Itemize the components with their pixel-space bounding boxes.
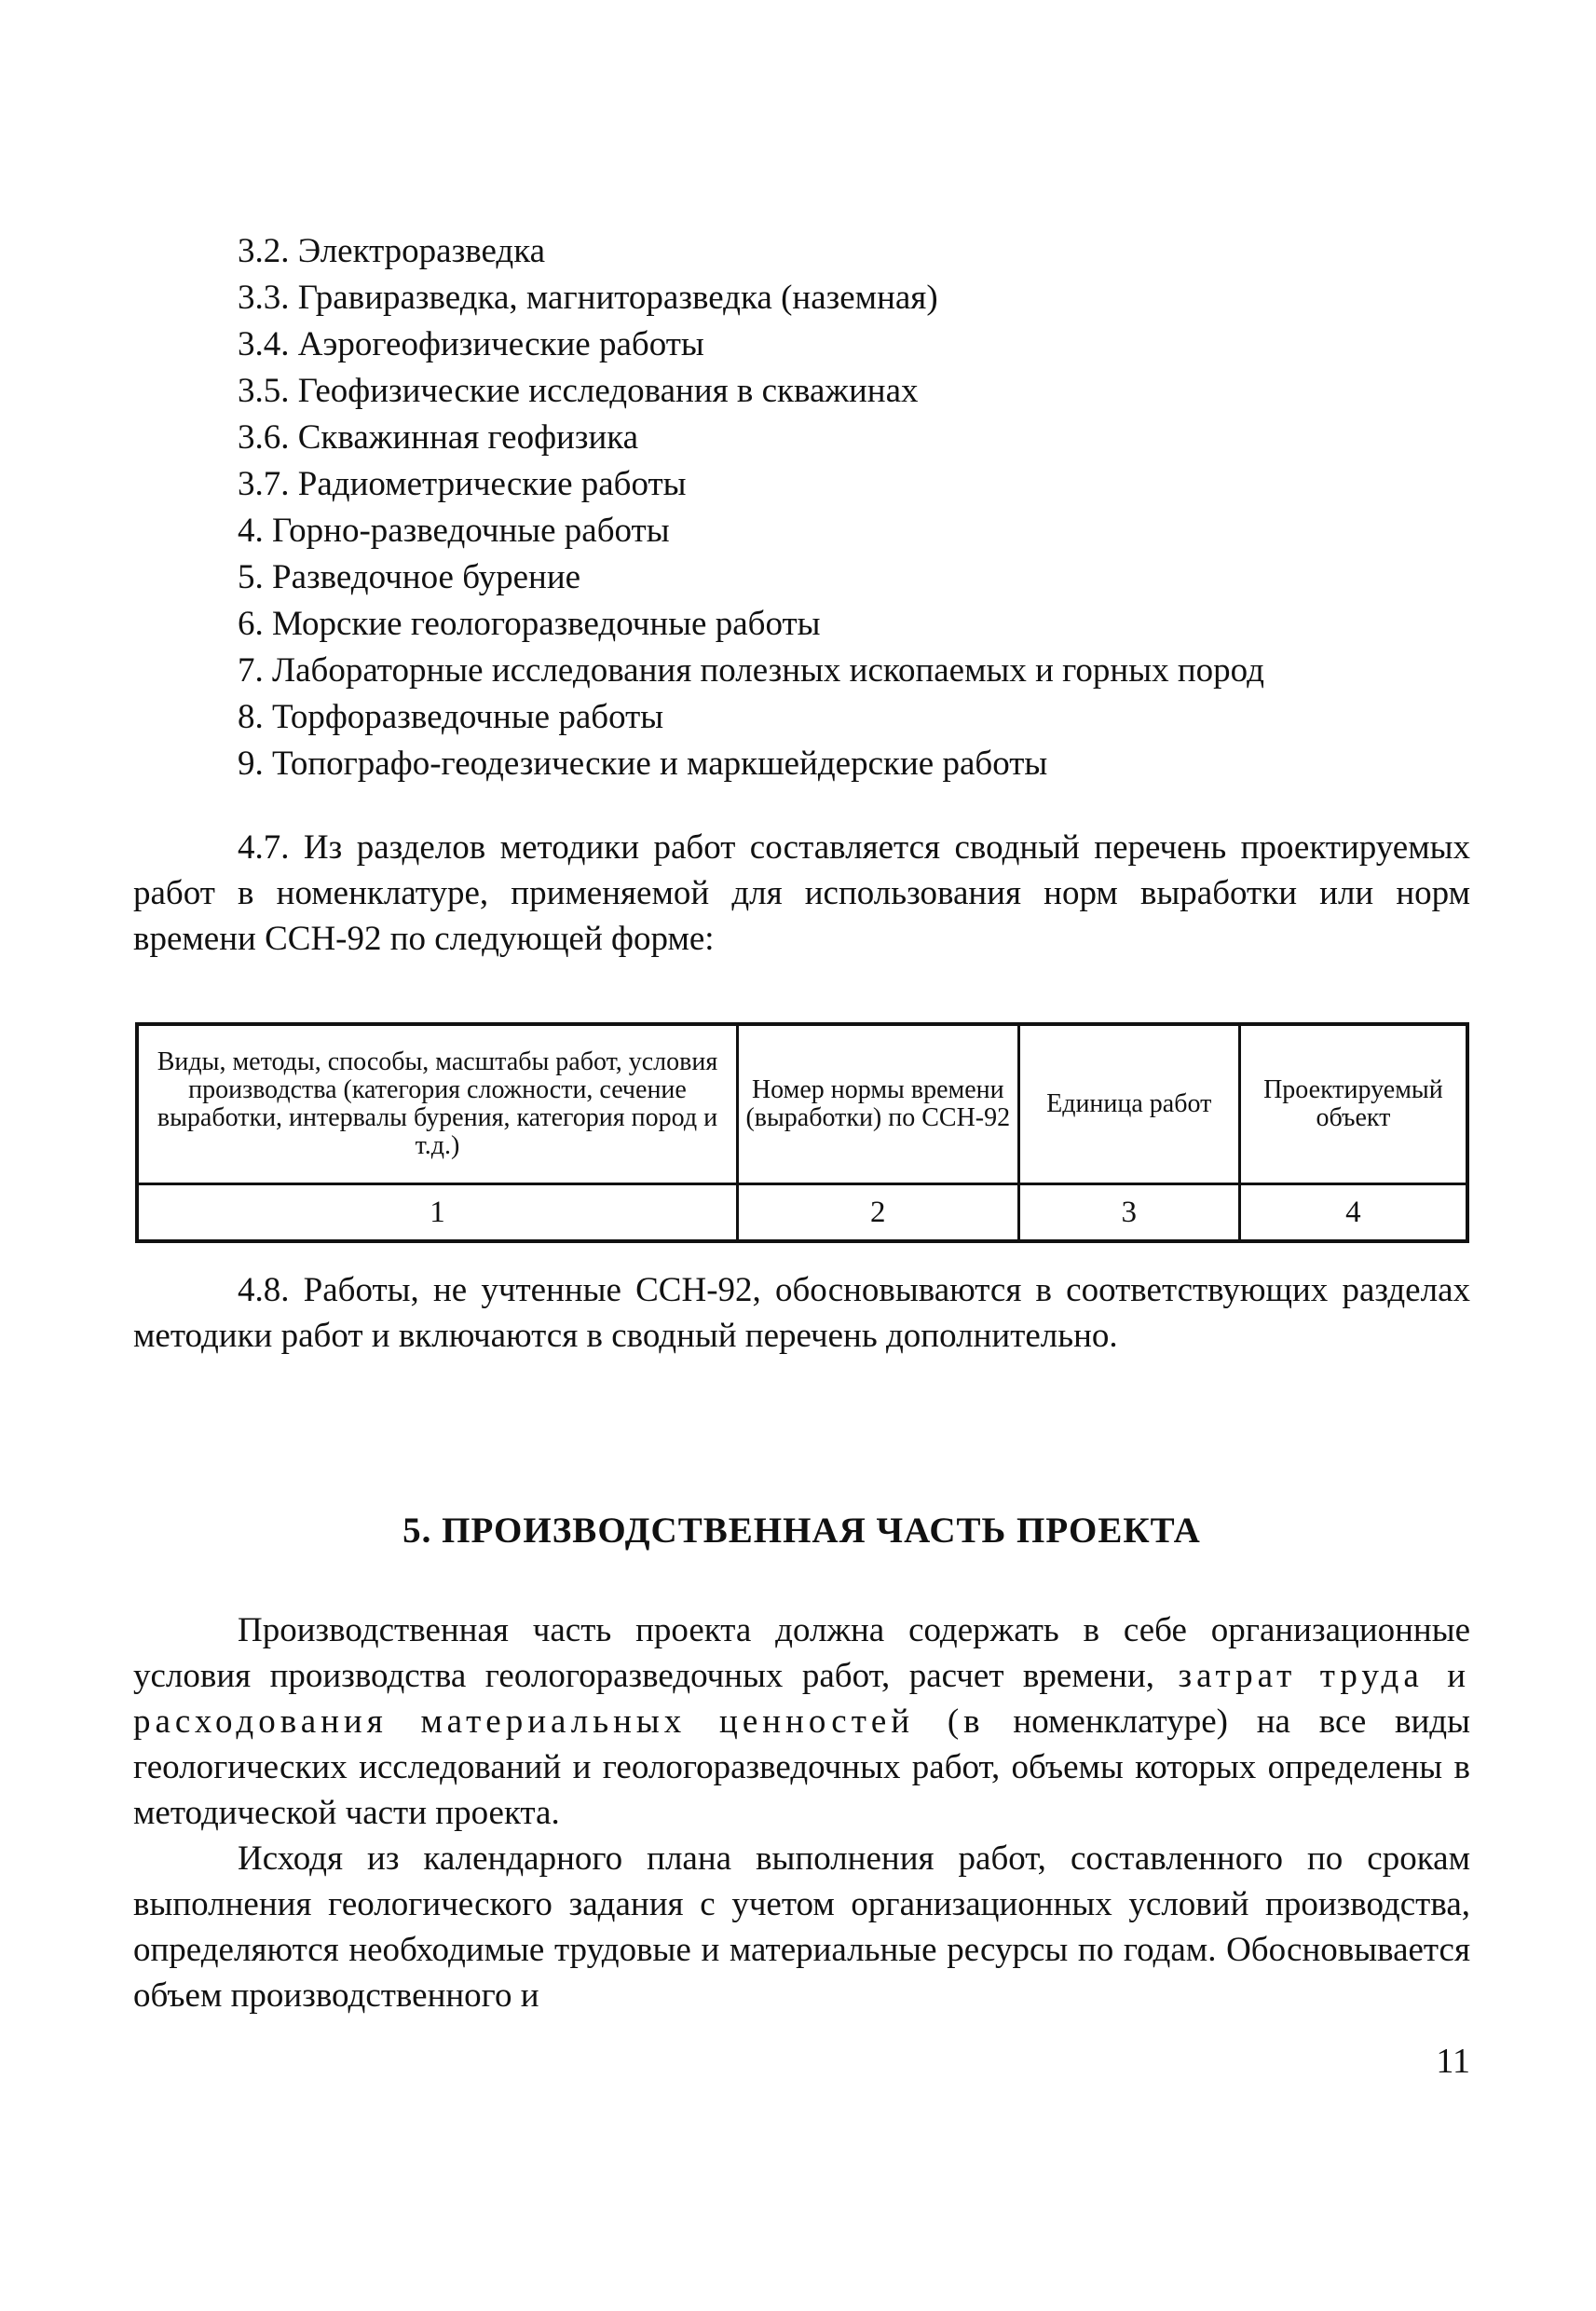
list-item: 3.4. Аэрогеофизические работы [238,325,704,363]
list-item: 4. Горно-разведочные работы [238,512,670,550]
list-item: 3.2. Электроразведка [238,232,546,270]
list-item: 3.3. Гравиразведка, магниторазведка (наземная) [238,279,938,317]
summary-form-table [135,1022,1469,1243]
page-number: 11 [1436,2042,1470,2081]
list-item: 8. Торфоразведочные работы [238,698,664,736]
list-item: 6. Морские геологоразведочные работы [238,605,821,643]
list-item: 7. Лабораторные исследования полезных ископаемых и горных пород [238,651,1264,690]
paragraph-text: Производственная часть проекта должна содержать в себе организационные условия производства геологоразведочных работ, расчет времени, [133,1611,1470,1695]
list-item: 3.6. Скважинная геофизика [238,418,639,457]
table-cell: 1 [137,1184,737,1242]
section-list [133,228,1470,787]
paragraph-text: номенклатуре) на все виды геологических исследований и геологоразведочных работ, объемы которых определены в методической части проекта. [133,1702,1470,1832]
table-header-cell: Виды, методы, способы, масштабы работ, условия производства (категория сложности, сечение выработки, интервалы бурения, категория пород и т.д.) [137,1024,737,1184]
table-cell: 2 [737,1184,1018,1242]
table-cell: 3 [1018,1184,1239,1242]
paragraph-4-7: 4.7. Из разделов методики работ составляется сводный перечень проектируемых работ в номенклатуре, применяемой для использования норм выработки или норм времени ССН-92 по следующей форме: [133,828,1470,958]
list-item: 3.5. Геофизические исследования в скважинах [238,372,919,410]
table-cell: 4 [1239,1184,1467,1242]
table-row [137,1184,1467,1242]
table-header-cell: Проектируемый объект [1239,1024,1467,1184]
section-heading: 5. ПРОИЗВОДСТВЕННАЯ ЧАСТЬ ПРОЕКТА [402,1511,1201,1551]
paragraph-4-8: 4.8. Работы, не учтенные ССН-92, обосновываются в соответствующих разделах методики работ и включаются в сводный перечень дополнительно. [133,1271,1470,1355]
paragraph-production-part [133,1607,1470,1836]
list-item: 9. Топографо-геодезические и маркшейдерские работы [238,745,1048,783]
paragraph-text-spaced: затрат труда и расходования материальных ценностей (в [133,1657,1470,1741]
list-item: 3.7. Радиометрические работы [238,465,687,503]
list-item: 5. Разведочное бурение [238,558,581,596]
table-header-row [137,1024,1467,1184]
table-header-cell: Единица работ [1018,1024,1239,1184]
paragraph-calendar-plan: Исходя из календарного плана выполнения работ, составленного по срокам выполнения геологического задания с учетом организационных условий производства, определяются необходимые трудовые и материальные ресурсы по годам. Обосновывается объем производственного и [133,1839,1470,2015]
table-header-cell: Номер нормы времени (выработки) по ССН-92 [737,1024,1018,1184]
